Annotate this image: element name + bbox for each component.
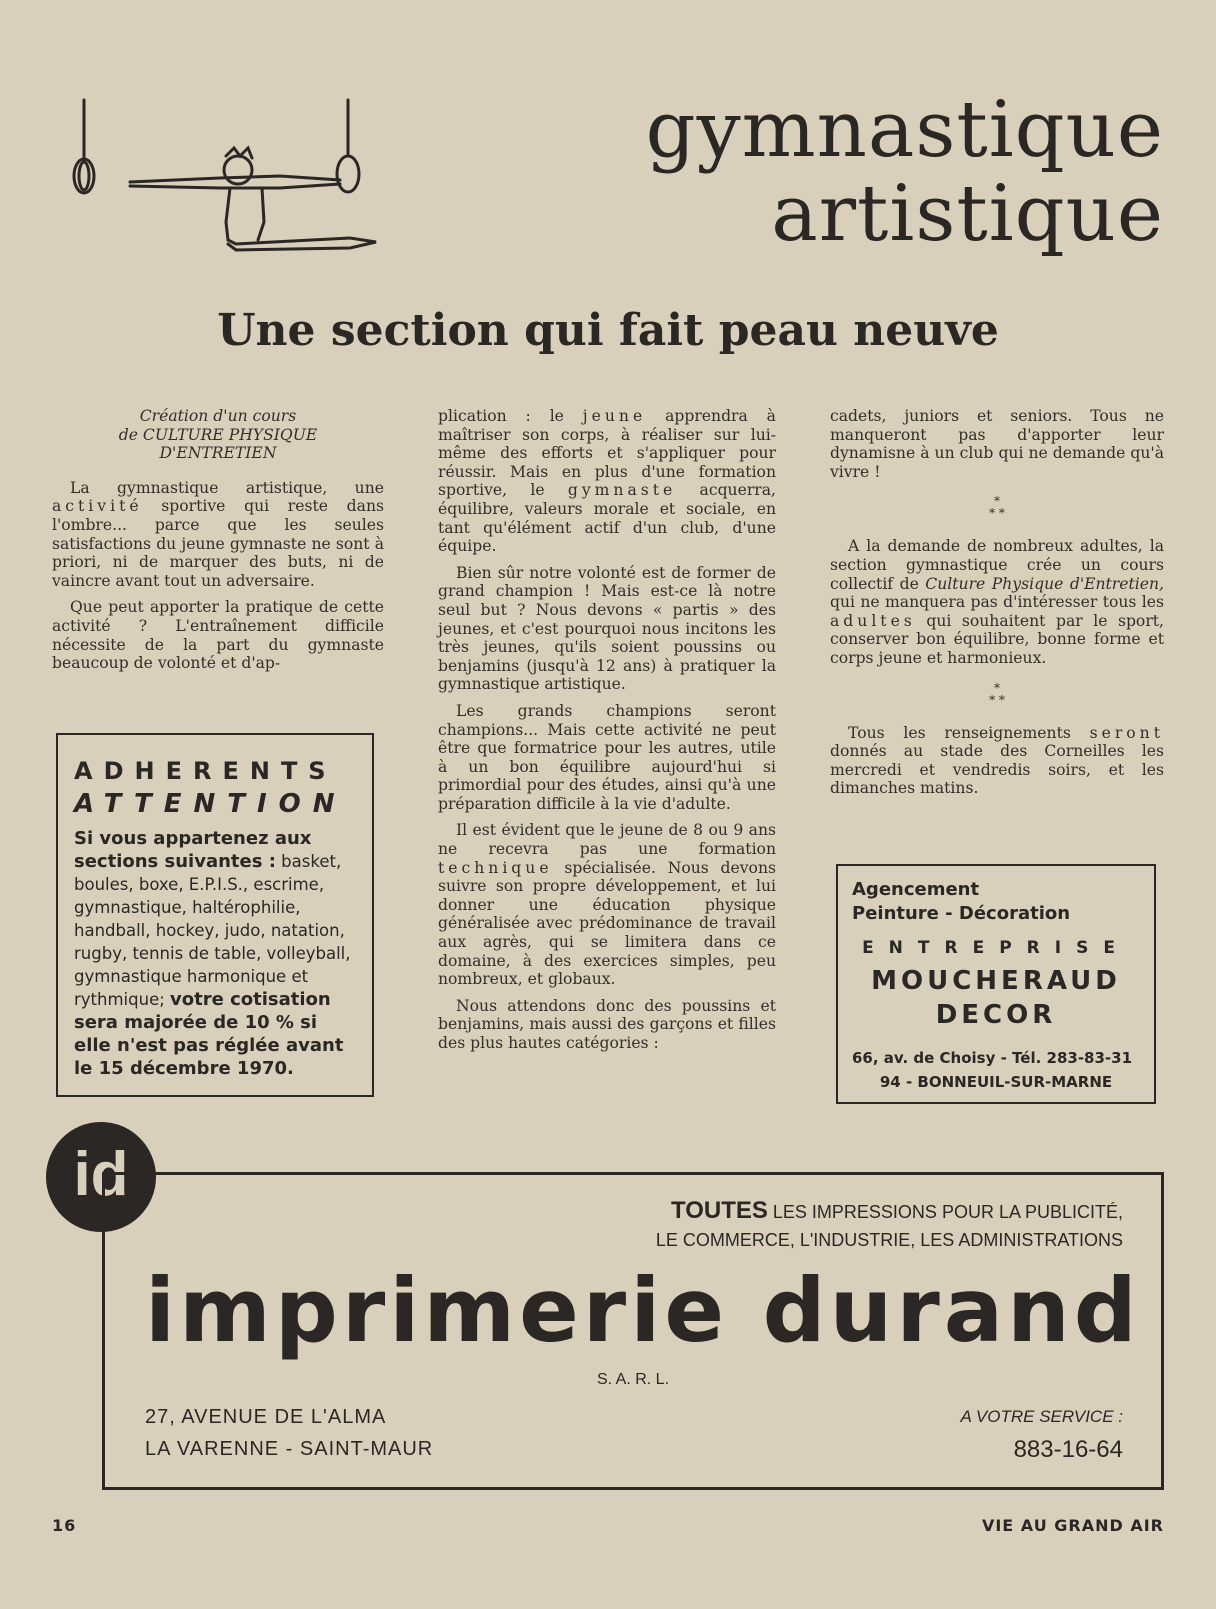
company-name: imprimerie durand bbox=[145, 1259, 1141, 1362]
paragraph: Nous attendons donc des poussins et benjamins, mais aussi des garçons et filles des plus hautes catégories : bbox=[438, 996, 776, 1052]
column-2 bbox=[438, 407, 776, 1061]
intro: Création d'un cours de CULTURE PHYSIQUE D'ENTRETIEN bbox=[118, 407, 318, 463]
phone-number: 883-16-64 bbox=[1013, 1436, 1123, 1463]
adherents-body: Si vous appartenez aux sections suivantes : basket, boules, boxe, E.P.I.S., escrime, gymnastique, haltérophilie, handball, hockey, judo, natation, rugby, tennis de table, volleyball, gymnastique harmonique et rythmique; votre cotisation sera majorée de 10 % si elle n'est pas réglée avant le 15 décembre 1970. bbox=[74, 828, 351, 1079]
attention-heading: ATTENTION bbox=[74, 789, 347, 819]
adherents-notice bbox=[56, 733, 374, 1097]
id-logo: id bbox=[46, 1122, 156, 1232]
separator-stars: * * * bbox=[989, 680, 1005, 707]
paragraph: Bien sûr notre volonté est de former de grand champion ! Mais est-ce là notre seul but ? Nous devons « partis » des jeunes, et c'est pourquoi nous incitons les très jeunes, qu'ils soient poussins ou benjamins (jusqu'à 12 ans) à pratiquer la gymnastique artistique. bbox=[438, 563, 776, 694]
paragraph: Les grands champions seront champions... Mais cette activité ne peut être que formatrice pour les autres, utile à un bon équilibre aujourd'hui si primordial pour des études, ainsi qu'à une préparation difficile à la vie d'adulte. bbox=[438, 701, 776, 813]
paragraph: Il est évident que le jeune de 8 ou 9 ans ne recevra pas une formation technique spécialisée. Nous devons suivre son propre développement, et lui donner une éducation physique généralisée avec prédominance de travail aux agrès, qui se limitera dans ce domaine, à des exercices simples, peu nombreux, et globaux. bbox=[438, 821, 776, 989]
title-line-2: artistique bbox=[771, 169, 1164, 259]
adherents-heading: ADHERENTS bbox=[74, 757, 337, 785]
company-address: 27, AVENUE DE L'ALMA LA VARENNE - SAINT-MAUR bbox=[145, 1406, 434, 1460]
paragraph: La gymnastique artistique, une activité sportive qui reste dans l'ombre... parce que les seules satisfactions du jeune gymnaste ne sont à priori, ni de marquer des buts, ni de vaincre avant tout un adversaire. bbox=[52, 478, 384, 590]
durand-ad: TOUTES LES IMPRESSIONS POUR LA PUBLICITÉ, LE COMMERCE, L'INDUSTRIE, LES ADMINISTRATIONS imprimerie durand S. A. R. L. 27, AVENUE DE L'ALMA LA VARENNE - SAINT-MAUR A VOTRE SERVICE : 883-16-64 bbox=[102, 1172, 1164, 1490]
separator-stars: * * * bbox=[989, 494, 1005, 521]
column-3 bbox=[830, 407, 1164, 806]
paragraph: cadets, juniors et seniors. Tous ne manqueront pas d'apporter leur dynamisne à un club qui ne demande qu'à vivre ! bbox=[830, 407, 1164, 481]
paragraph: A la demande de nombreux adultes, la section gymnastique crée un cours collectif de Culture Physique d'Entretien, qui ne manquera pas d'intéresser tous les adultes qui souhaitent par le sport, conserver bon équilibre, bonne forme et corps jeune et harmonieux. bbox=[830, 537, 1164, 667]
moucheraud-ad: Agencement Peinture - Décoration ENTREPRISE MOUCHERAUD DECOR 66, av. de Choisy - Tél. 283-83-31 94 - BONNEUIL-SUR-MARNE bbox=[836, 864, 1156, 1104]
column-1 bbox=[52, 407, 384, 681]
title-line-1: gymnastique bbox=[645, 85, 1164, 175]
paragraph: plication : le jeune apprendra à maîtriser son corps, à réaliser sur lui-même des efforts et s'appliquer pour réussir. Mais en plus d'une formation sportive, le gymnaste acquerra, équilibre, valeurs morale et sociale, en tant qu'élément actif d'un club, d'une équipe. bbox=[438, 407, 776, 556]
paragraph: Tous les renseignements seront donnés au stade des Corneilles les mercredi et vendredis soirs, et les dimanches matins. bbox=[830, 723, 1164, 798]
headline: Une section qui fait peau neuve bbox=[217, 305, 999, 356]
page-number: 16 bbox=[52, 1516, 77, 1535]
company-address: 66, av. de Choisy - Tél. 283-83-31 bbox=[852, 1049, 1133, 1067]
paragraph: Que peut apporter la pratique de cette activité ? L'entraînement difficile nécessite de la part du gymnaste beaucoup de volonté et d'ap- bbox=[52, 598, 384, 673]
company-name: MOUCHERAUD bbox=[871, 966, 1121, 996]
gymnast-illustration bbox=[50, 92, 390, 262]
magazine-name: VIE AU GRAND AIR bbox=[981, 1516, 1164, 1535]
